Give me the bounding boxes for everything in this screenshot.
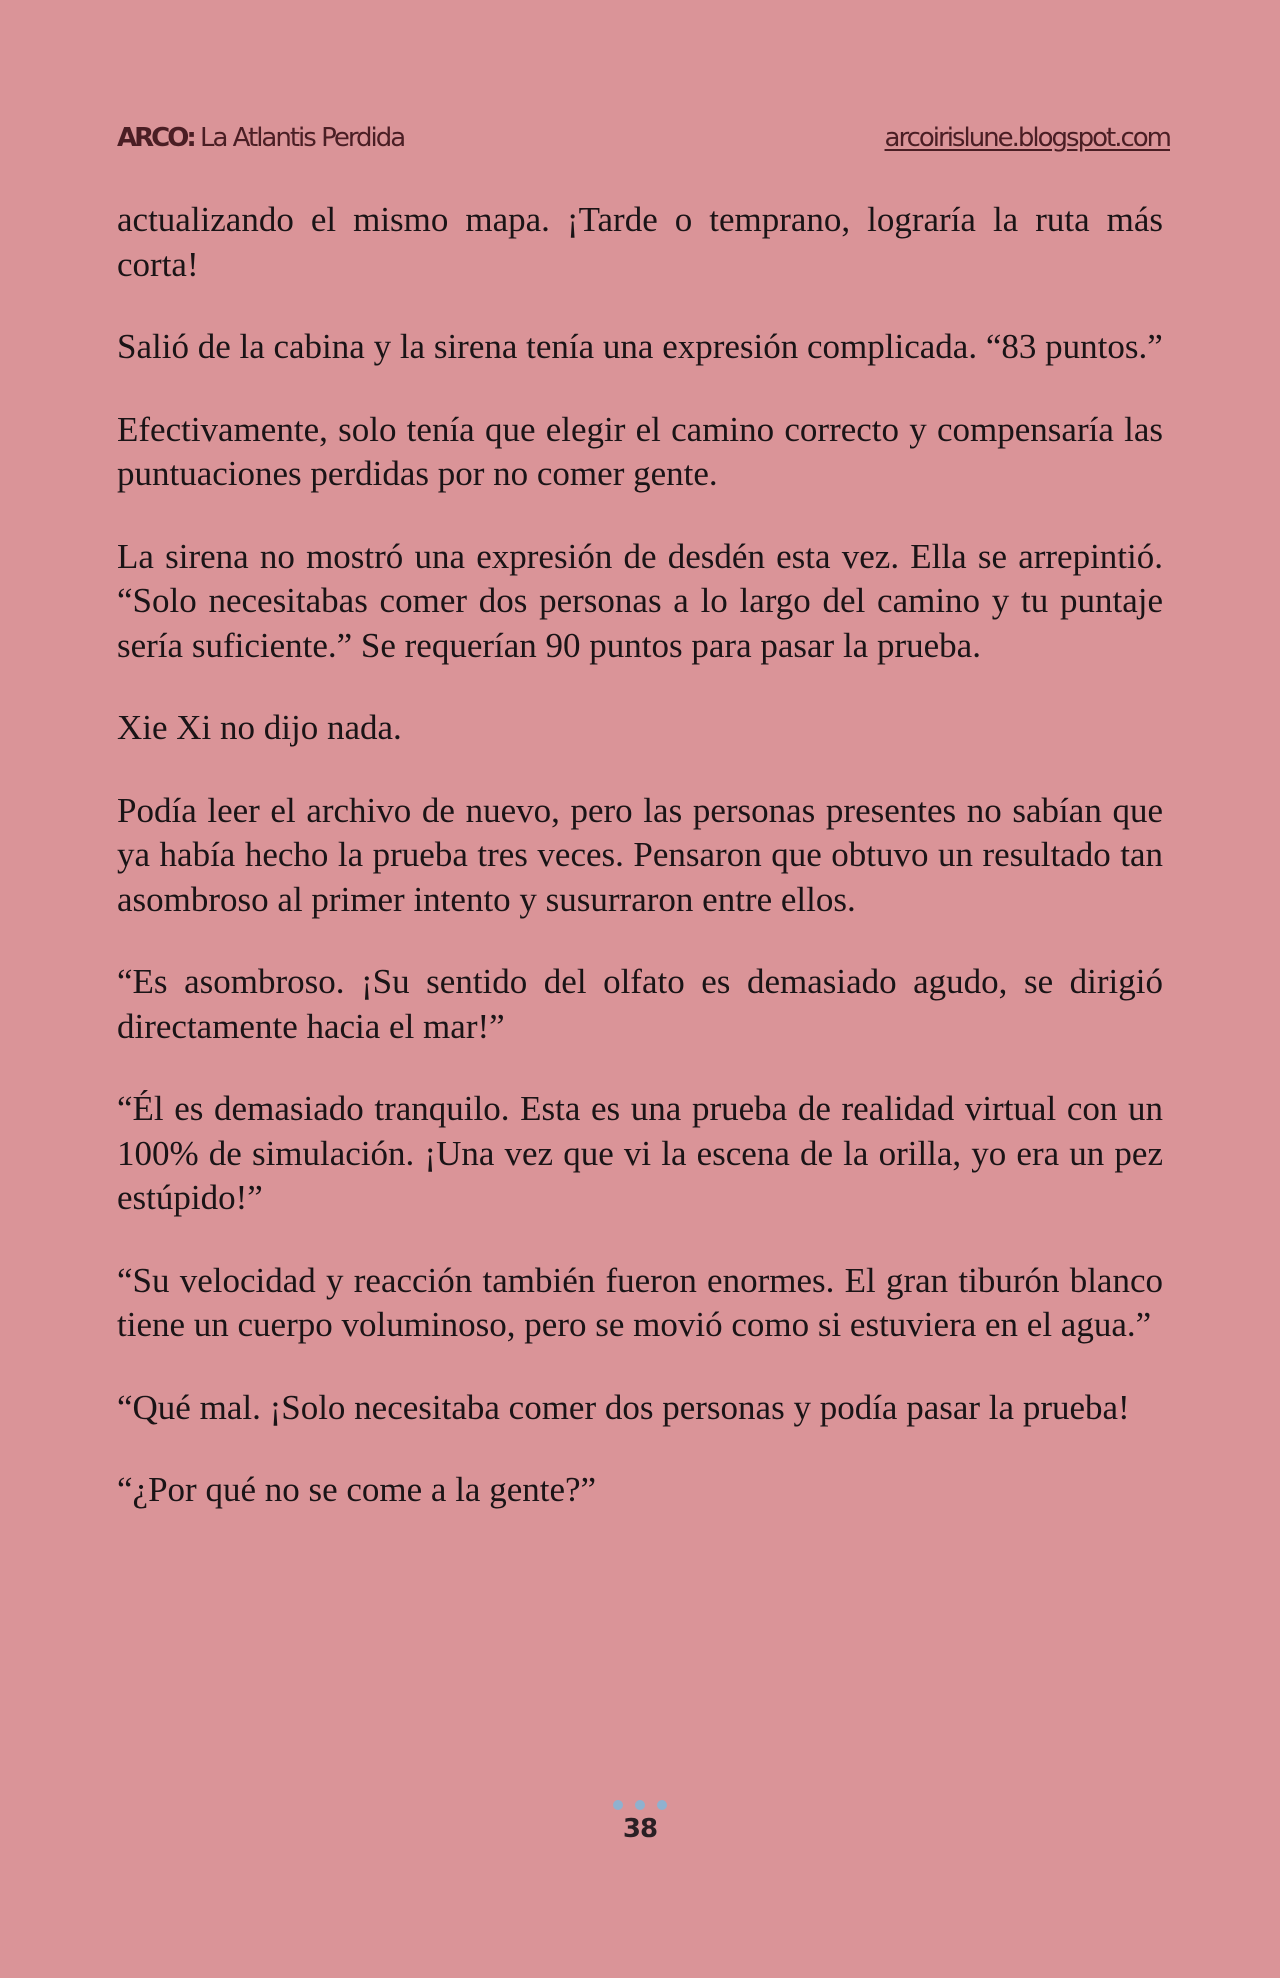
paragraph: La sirena no mostró una expresión de desdén esta vez. Ella se arrepintió. “Solo necesitabas comer dos personas a lo largo del camino y tu puntaje sería suficiente.” Se requerían 90 puntos para pasar la prueba. (117, 536, 1163, 665)
page-number: 38 (622, 1814, 658, 1844)
dot-icon (657, 1800, 667, 1810)
paragraph: “Es asombroso. ¡Su sentido del olfato es demasiado agudo, se dirigió directamente hacia el mar!” (117, 962, 1163, 1046)
blog-url: arcoirislune.blogspot.com (884, 123, 1170, 153)
page-header (117, 118, 1170, 158)
paragraph: “¿Por qué no se come a la gente?” (117, 1470, 597, 1509)
book-subtitle: La Atlantis Perdida (200, 123, 405, 153)
page-footer (0, 1800, 1280, 1844)
ellipsis-ornament (0, 1800, 1280, 1812)
dot-icon (635, 1800, 645, 1810)
paragraph: actualizando el mismo mapa. ¡Tarde o temprano, lograría la ruta más corta! (117, 200, 1163, 284)
page-body (117, 198, 1163, 1551)
paragraph: “Su velocidad y reacción también fueron enormes. El gran tiburón blanco tiene un cuerpo voluminoso, pero se movió como si estuviera en el agua.” (117, 1260, 1163, 1344)
dot-icon (613, 1800, 623, 1810)
paragraph: “Qué mal. ¡Solo necesitaba comer dos personas y podía pasar la prueba! (117, 1387, 1130, 1427)
series-label: ARCO: (117, 123, 194, 153)
paragraph: Salió de la cabina y la sirena tenía una expresión complicada. “83 puntos.” (117, 327, 1163, 366)
paragraph: Efectivamente, solo tenía que elegir el camino correcto y compensaría las puntuaciones perdidas por no comer gente. (117, 409, 1163, 493)
paragraph: “Él es demasiado tranquilo. Esta es una prueba de realidad virtual con un 100% de simulación. ¡Una vez que vi la escena de la orilla, yo era un pez estúpido!” (117, 1089, 1163, 1217)
paragraph: Xie Xi no dijo nada. (117, 708, 402, 747)
paragraph: Podía leer el archivo de nuevo, pero las personas presentes no sabían que ya había hecho la prueba tres veces. Pensaron que obtuvo un resultado tan asombroso al primer intento y susurraron entre ellos. (117, 790, 1163, 919)
book-title (117, 123, 404, 153)
